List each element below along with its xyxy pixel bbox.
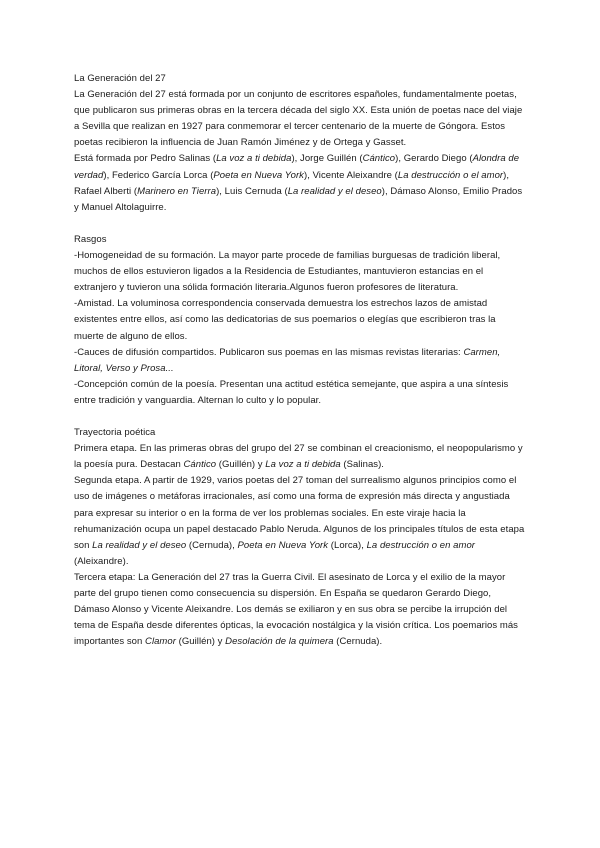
document-page bbox=[74, 71, 526, 650]
work-title: La voz a ti debida bbox=[265, 459, 341, 471]
text-run: ), Jorge Guillén ( bbox=[291, 153, 363, 165]
work-title: Desolación de la quimera bbox=[225, 636, 334, 648]
work-title: La voz a ti debida bbox=[216, 153, 292, 165]
text-run: (Guillén) y bbox=[216, 459, 266, 471]
section-title-trayectoria: Trayectoria poética bbox=[74, 427, 156, 439]
rasgo-item: -Homogeneidad de su formación. La mayor parte procede de familias burguesas de tradición liberal, muchos de ellos estuvieron ligados a la Residencia de Estudiantes, mantuvieron estancias en el extranjero y tuvieron una sólida formación literaria.Algunos fueron profesores de literatura. bbox=[74, 250, 501, 294]
text-run: ), Luis Cernuda ( bbox=[216, 185, 288, 197]
text-run: Segunda etapa. A partir de 1929, varios poetas del 27 toman del surrealismo algunos principios como el uso de imágenes o metáforas irracionales, así como una forma de expresión más directa y angustiada para expresar su interior o en la forma de ver los problemas sociales. En este viraje hacia la rehumanización ocupa un papel destacado Pablo Neruda. Algunos de los principales títulos de esta etapa son bbox=[74, 475, 525, 551]
work-title: Poeta en Nueva York bbox=[237, 539, 329, 551]
text-run: -Cauces de difusión compartidos. Publicaron sus poemas en las mismas revistas literarias: bbox=[74, 346, 461, 358]
work-title: La realidad y el deseo bbox=[287, 185, 382, 197]
etapa-paragraph bbox=[74, 570, 526, 650]
text-run: ), Dámaso Alonso, Emilio Prados y Manuel Altolaguirre. bbox=[74, 185, 523, 213]
section-title-rasgos: Rasgos bbox=[74, 233, 107, 245]
text-run: (Cernuda). bbox=[333, 636, 383, 648]
text-run: Primera etapa. En las primeras obras del grupo del 27 se combinan el creacionismo, el neopopularismo y la poesía pura. Destacan bbox=[74, 443, 523, 471]
work-title: Poeta en Nueva York bbox=[213, 169, 304, 181]
work-title: Cántico bbox=[362, 153, 396, 165]
rasgo-item: -Concepción común de la poesía. Presentan una actitud estética semejante, que aspira a una síntesis entre tradición y vanguardia. Alternan lo culto y lo popular. bbox=[74, 378, 509, 406]
intro-paragraph: La Generación del 27 está formada por un conjunto de escritores españoles, fundamentalmente poetas, que publicaron sus primeras obras en la tercera década del siglo XX. Esta unión de poetas nace del viaje a Sevilla que realizan en 1927 para conmemorar el tercer centenario de la muerte de Góngora. Estos poetas recibieron la influencia de Juan Ramón Jiménez y de Ortega y Gasset. bbox=[74, 89, 523, 149]
text-run: (Guillén) y bbox=[175, 636, 226, 648]
authors-paragraph bbox=[74, 151, 526, 215]
rasgo-item: -Amistad. La voluminosa correspondencia conservada demuestra los estrechos lazos de amistad existentes entre ellos, así como las dedicatorias de sus poemarios o elegías que escribieron tras la muerte de alguno de ellos. bbox=[74, 298, 496, 342]
text-run: Tercera etapa: La Generación del 27 tras la Guerra Civil. El asesinato de Lorca y el exilio de la mayor parte del grupo tienen como consecuencia su dispersión. En España se quedaron Gerardo Diego, Dámaso Alonso y Vicente Aleixandre. Los demás se exiliaron y en sus obra se percibe la irrupción del tema de España desde diferentes ópticas, la evocación nostálgica y la visión crítica. Los poemarios más importantes son bbox=[74, 571, 518, 648]
text-run: (Salinas). bbox=[340, 459, 384, 471]
work-title: La destrucción o en amor bbox=[366, 539, 475, 551]
text-run: ), Gerardo Diego ( bbox=[395, 153, 473, 165]
spacer bbox=[74, 216, 526, 232]
text-run: ), Vicente Aleixandre ( bbox=[303, 169, 398, 181]
rasgo-item bbox=[74, 345, 526, 377]
text-run: (Lorca), bbox=[328, 539, 367, 551]
work-title: Alondra de verdad bbox=[74, 153, 520, 181]
work-title: La destrucción o el amor bbox=[397, 169, 504, 181]
section-title-intro: La Generación del 27 bbox=[74, 73, 166, 84]
text-run: ), Federico García Lorca ( bbox=[103, 169, 214, 181]
work-title: Clamor bbox=[145, 636, 176, 648]
spacer bbox=[74, 409, 526, 425]
etapa-paragraph bbox=[74, 473, 526, 570]
text-run: (Cernuda), bbox=[186, 539, 238, 551]
etapa-paragraph bbox=[74, 441, 526, 473]
text-run: (Aleixandre). bbox=[74, 555, 129, 567]
work-title: Cántico bbox=[183, 459, 217, 471]
work-title: La realidad y el deseo bbox=[92, 539, 187, 551]
journal-list: Carmen, Litoral, Verso y Prosa... bbox=[74, 346, 501, 374]
work-title: Marinero en Tierra bbox=[137, 185, 217, 197]
text-run: Está formada por Pedro Salinas ( bbox=[74, 153, 217, 165]
text-run: ), Rafael Alberti ( bbox=[74, 169, 510, 197]
